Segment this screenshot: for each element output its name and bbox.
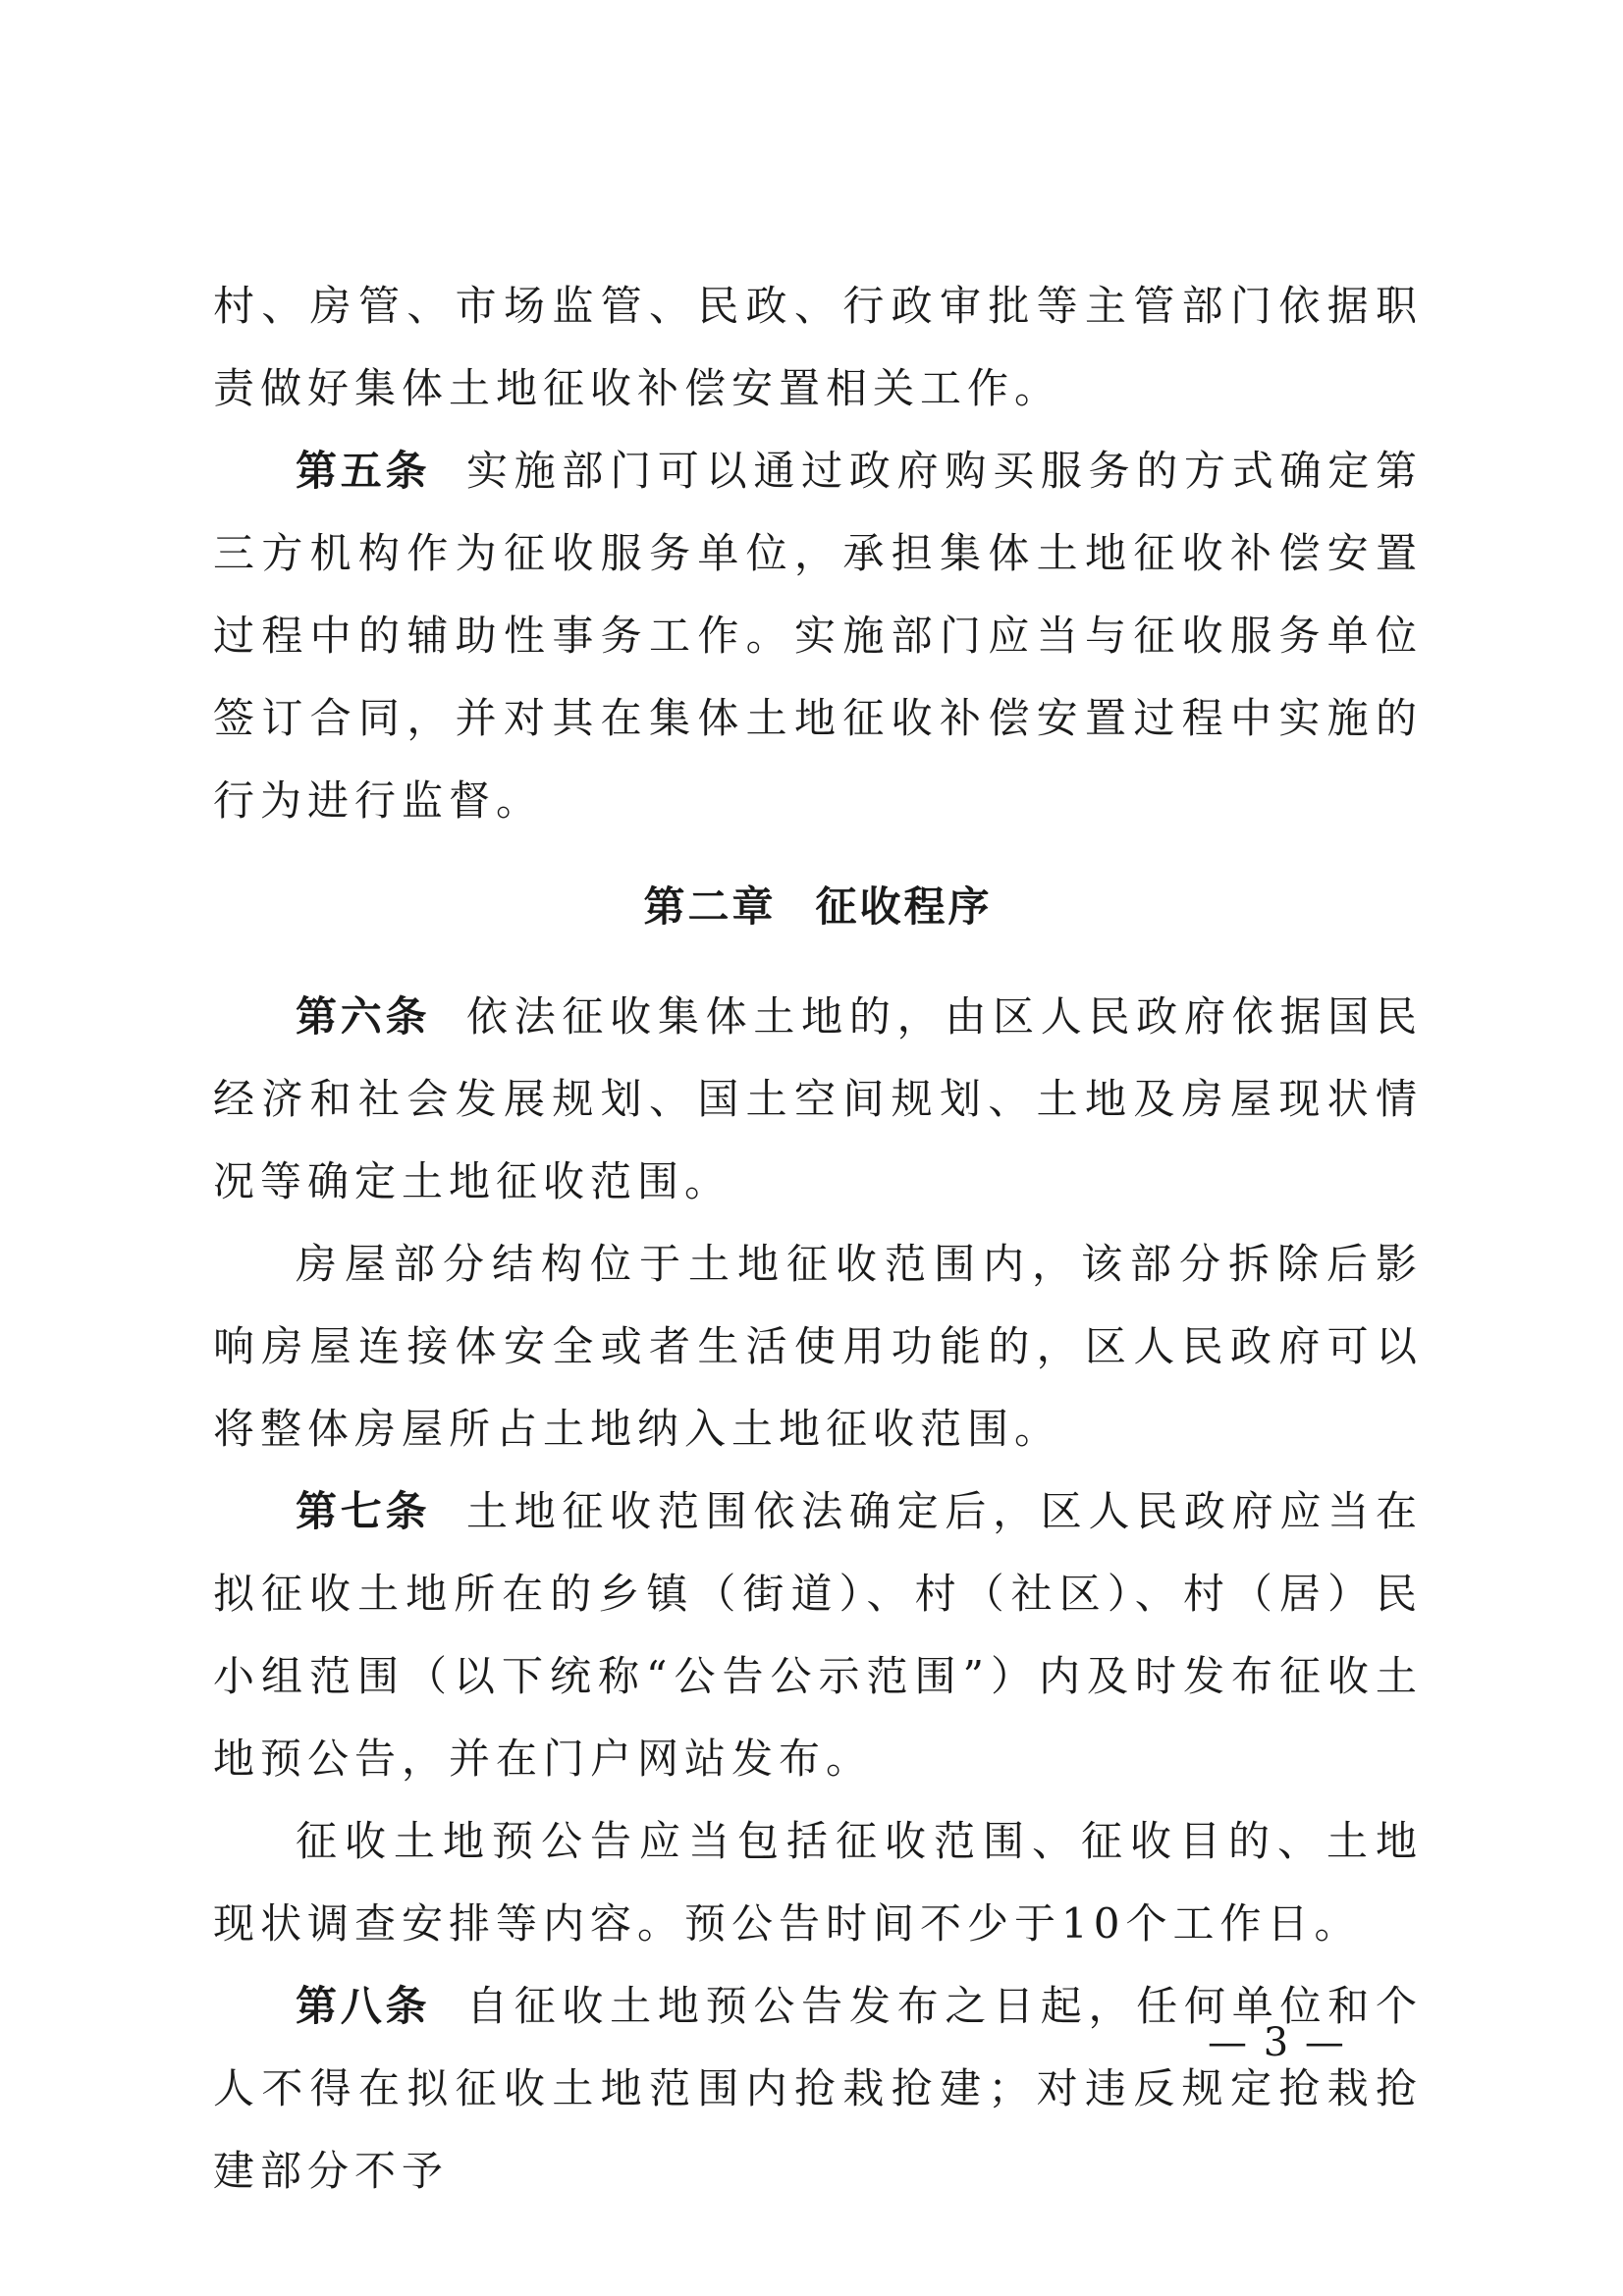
chapter-title: 征收程序 bbox=[815, 882, 993, 931]
article-7 bbox=[213, 1470, 1423, 1800]
article-text: 依法征收集体土地的，由区人民政府依据国民经济和社会发展规划、国土空间规划、土地及房屋现状情况等确定土地征收范围。 bbox=[213, 992, 1423, 1205]
article-6-paragraph-2 bbox=[213, 1223, 1423, 1470]
paragraph-text: 房屋部分结构位于土地征收范围内，该部分拆除后影响房屋连接体安全或者生活使用功能的，区人民政府可以将整体房屋所占土地纳入土地征收范围。 bbox=[213, 1240, 1423, 1453]
article-label: 第七条 bbox=[296, 1487, 431, 1535]
article-text: 自征收土地预公告发布之日起，任何单位和个人不得在拟征收土地范围内抢栽抢建；对违反规定抢栽抢建部分不予 bbox=[213, 1982, 1423, 2195]
document-body bbox=[213, 265, 1423, 2213]
article-label: 第五条 bbox=[296, 447, 431, 495]
article-8 bbox=[213, 1965, 1423, 2213]
chapter-heading bbox=[213, 866, 1423, 948]
paragraph-continued bbox=[213, 265, 1423, 430]
article-5 bbox=[213, 430, 1423, 842]
paragraph-text: 村、房管、市场监管、民政、行政审批等主管部门依据职责做好集体土地征收补偿安置相关工作。 bbox=[213, 282, 1423, 412]
article-label: 第八条 bbox=[296, 1982, 431, 2030]
article-7-paragraph-2 bbox=[213, 1800, 1423, 1965]
article-6 bbox=[213, 976, 1423, 1223]
article-text: 实施部门可以通过政府购买服务的方式确定第三方机构作为征收服务单位，承担集体土地征收补偿安置过程中的辅助性事务工作。实施部门应当与征收服务单位签订合同，并对其在集体土地征收补偿安置过程中实施的行为进行监督。 bbox=[213, 447, 1423, 825]
paragraph-text: 征收土地预公告应当包括征收范围、征收目的、土地现状调查安排等内容。预公告时间不少于10个工作日。 bbox=[213, 1817, 1423, 1948]
page-number: — 3 — bbox=[1208, 2020, 1346, 2065]
chapter-number: 第二章 bbox=[643, 882, 777, 931]
article-label: 第六条 bbox=[296, 992, 431, 1041]
article-text: 土地征收范围依法确定后，区人民政府应当在拟征收土地所在的乡镇（街道）、村（社区）、村（居）民小组范围（以下统称“公告公示范围”）内及时发布征收土地预公告，并在门户网站发布。 bbox=[213, 1487, 1423, 1783]
